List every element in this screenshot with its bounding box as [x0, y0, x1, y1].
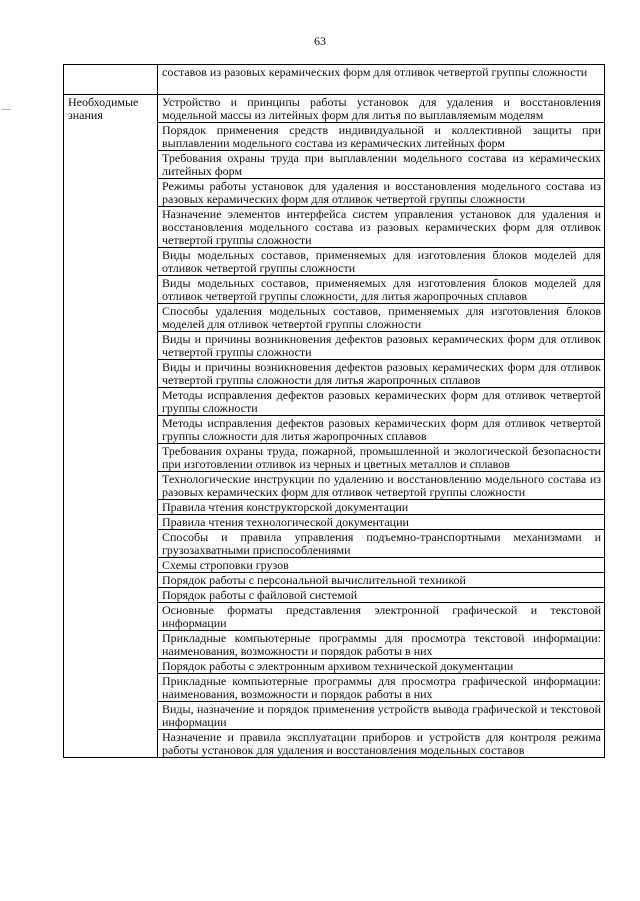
section-label: Необходимые знания [64, 95, 158, 758]
continuation-text: составов из разовых керамических форм для отливок четвертой группы сложности [158, 65, 605, 95]
knowledge-item: Порядок работы с файловой системой [158, 588, 605, 603]
knowledge-item: Режимы работы установок для удаления и восстановления модельного состава из разовых керамических форм для отливок четвертой группы сложности [158, 179, 605, 207]
requirements-table [63, 64, 605, 758]
knowledge-item: Прикладные компьютерные программы для просмотра текстовой информации: наименования, возможности и порядок работы в них [158, 631, 605, 659]
knowledge-item: Порядок применения средств индивидуальной и коллективной защиты при выплавлении модельного состава из керамических литейных форм [158, 123, 605, 151]
knowledge-item: Методы исправления дефектов разовых керамических форм для отливок четвертой группы сложности [158, 388, 605, 416]
knowledge-item: Прикладные компьютерные программы для просмотра графической информации: наименования, возможности и порядок работы в них [158, 674, 605, 702]
continuation-label-cell [64, 65, 158, 95]
knowledge-item: Способы и правила управления подъемно-транспортными механизмами и грузозахватными приспособлениями [158, 530, 605, 558]
knowledge-item: Виды и причины возникновения дефектов разовых керамических форм для отливок четвертой группы сложности [158, 332, 605, 360]
knowledge-item: Виды и причины возникновения дефектов разовых керамических форм для отливок четвертой группы сложности для литья жаропрочных сплавов [158, 360, 605, 388]
margin-mark: — [2, 104, 11, 114]
requirements-table-body [64, 65, 605, 758]
knowledge-item: Требования охраны труда, пожарной, промышленной и экологической безопасности при изготовлении отливок из черных и цветных металлов и сплавов [158, 444, 605, 472]
knowledge-item: Виды модельных составов, применяемых для изготовления блоков моделей для отливок четвертой группы сложности [158, 248, 605, 276]
knowledge-item: Устройство и принципы работы установок для удаления и восстановления модельной массы из литейных форм для литья по выплавляемым моделям [158, 95, 605, 123]
knowledge-row [64, 95, 605, 123]
knowledge-item: Технологические инструкции по удалению и восстановлению модельного состава из разовых керамических форм для отливок четвертой группы сложности [158, 472, 605, 500]
knowledge-item: Правила чтения технологической документации [158, 515, 605, 530]
knowledge-item: Правила чтения конструкторской документации [158, 500, 605, 515]
knowledge-item: Назначение элементов интерфейса систем управления установок для удаления и восстановления модельного состава из разовых керамических форм для отливок четвертой группы сложности [158, 207, 605, 248]
continuation-row [64, 65, 605, 95]
knowledge-item: Способы удаления модельных составов, применяемых для изготовления блоков моделей для отливок четвертой группы сложности [158, 304, 605, 332]
knowledge-item: Виды модельных составов, применяемых для изготовления блоков моделей для отливок четвертой группы сложности, для литья жаропрочных сплавов [158, 276, 605, 304]
knowledge-item: Требования охраны труда при выплавлении модельного состава из керамических литейных форм [158, 151, 605, 179]
knowledge-item: Схемы строповки грузов [158, 558, 605, 573]
page-number: 63 [314, 34, 326, 48]
knowledge-item: Виды, назначение и порядок применения устройств вывода графической и текстовой информации [158, 702, 605, 730]
knowledge-item: Порядок работы с персональной вычислительной техникой [158, 573, 605, 588]
knowledge-item: Назначение и правила эксплуатации приборов и устройств для контроля режима работы установок для удаления и восстановления модельных составов [158, 730, 605, 758]
knowledge-item: Основные форматы представления электронной графической и текстовой информации [158, 603, 605, 631]
knowledge-item: Методы исправления дефектов разовых керамических форм для отливок четвертой группы сложности для литья жаропрочных сплавов [158, 416, 605, 444]
knowledge-item: Порядок работы с электронным архивом технической документации [158, 659, 605, 674]
